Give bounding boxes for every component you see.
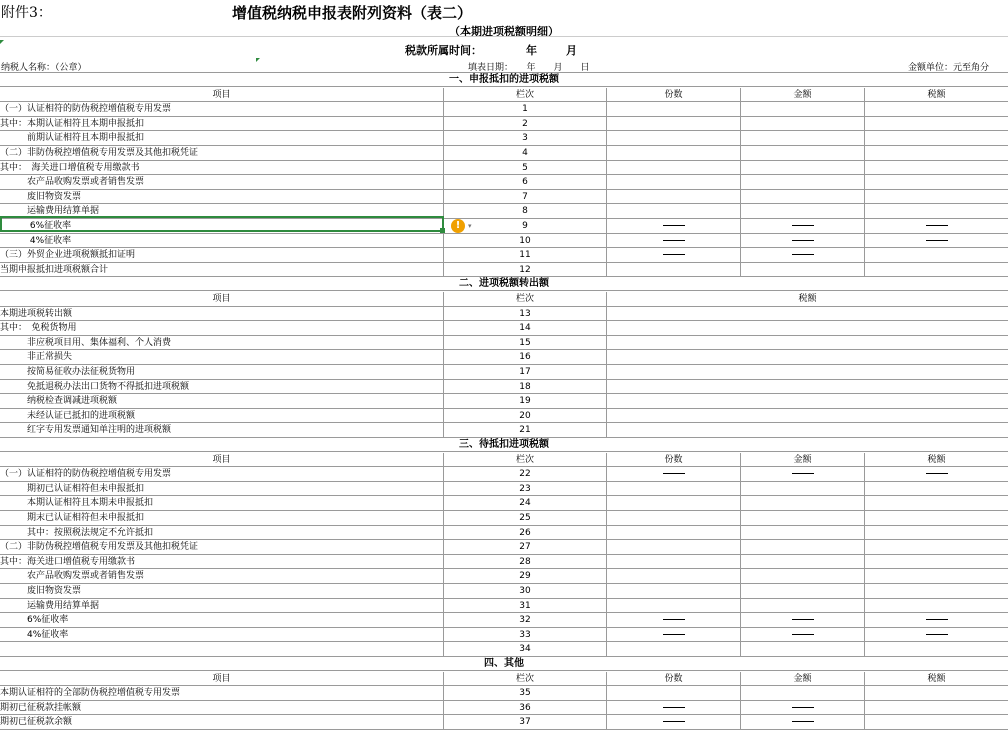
tax-cell[interactable] — [865, 496, 1008, 511]
table-row — [0, 307, 1008, 322]
column-header-row — [0, 672, 1008, 687]
column-header-tax: 税额 — [865, 453, 1008, 468]
tax-cell[interactable] — [865, 234, 1008, 249]
count-cell[interactable] — [607, 248, 741, 263]
row-line-number[interactable]: 35 — [444, 686, 607, 701]
table-row — [0, 263, 1008, 278]
tax-cell[interactable] — [865, 161, 1008, 176]
column-header-line: 栏次 — [444, 672, 607, 687]
amount-cell[interactable] — [741, 496, 865, 511]
row-item-label[interactable]: 按简易征收办法征税货物用 — [0, 365, 444, 380]
table-row — [0, 496, 1008, 511]
row-line-number[interactable]: 31 — [444, 599, 607, 614]
table-row — [0, 642, 1008, 657]
tax-cell[interactable] — [865, 526, 1008, 541]
row-item-label[interactable]: 非应税项目用、集体福利、个人消费 — [0, 336, 444, 351]
row-line-number[interactable]: 18 — [444, 380, 607, 395]
row-item-label[interactable]: 免抵退税办法出口货物不得抵扣进项税额 — [0, 380, 444, 395]
count-cell[interactable] — [607, 569, 741, 584]
column-header-count: 份数 — [607, 453, 741, 468]
table-row — [0, 131, 1008, 146]
row-item-label[interactable]: 农产品收购发票或者销售发票 — [0, 569, 444, 584]
comment-marker — [256, 58, 260, 62]
row-line-number[interactable]: 14 — [444, 321, 607, 336]
tax-cell[interactable] — [865, 569, 1008, 584]
warning-icon[interactable]: ! — [451, 219, 465, 233]
table-row — [0, 321, 1008, 336]
tax-cell[interactable] — [865, 613, 1008, 628]
amount-cell[interactable] — [741, 599, 865, 614]
column-header-line: 栏次 — [444, 292, 607, 307]
amount-cell[interactable] — [741, 540, 865, 555]
column-header-count: 份数 — [607, 672, 741, 687]
table-row — [0, 715, 1008, 730]
tax-cell[interactable] — [865, 204, 1008, 219]
row-line-number[interactable]: 29 — [444, 569, 607, 584]
row-line-number[interactable]: 2 — [444, 117, 607, 132]
row-item-label[interactable]: 6%征收率 — [0, 613, 444, 628]
count-cell[interactable] — [607, 628, 741, 643]
table-row — [0, 336, 1008, 351]
row-line-number[interactable]: 34 — [444, 642, 607, 657]
row-line-number[interactable]: 6 — [444, 175, 607, 190]
tax-cell[interactable] — [865, 540, 1008, 555]
amount-cell[interactable] — [741, 613, 865, 628]
row-line-number[interactable]: 22 — [444, 467, 607, 482]
row-item-label[interactable]: 其中：按照税法规定不允许抵扣 — [0, 526, 444, 541]
tax-cell[interactable] — [607, 365, 1008, 380]
count-cell[interactable] — [607, 584, 741, 599]
row-line-number[interactable]: 20 — [444, 409, 607, 424]
taxpayer-name: 纳税人名称：（公章） — [1, 63, 87, 73]
count-cell[interactable] — [607, 482, 741, 497]
tax-cell[interactable] — [607, 307, 1008, 322]
section-title: 三、待抵扣进项税额 — [0, 438, 1008, 452]
table-row — [0, 365, 1008, 380]
row-line-number[interactable]: 25 — [444, 511, 607, 526]
amount-cell[interactable] — [741, 190, 865, 205]
period-label: 税款所属时间： — [405, 44, 482, 57]
amount-cell[interactable] — [741, 584, 865, 599]
row-item-label[interactable]: 未经认证已抵扣的进项税额 — [0, 409, 444, 424]
tax-cell[interactable] — [865, 715, 1008, 730]
tax-cell[interactable] — [865, 131, 1008, 146]
row-line-number[interactable]: 36 — [444, 701, 607, 716]
table-row — [0, 686, 1008, 701]
tax-cell[interactable] — [607, 409, 1008, 424]
count-cell[interactable] — [607, 161, 741, 176]
column-header-row — [0, 453, 1008, 468]
row-line-number[interactable]: 7 — [444, 190, 607, 205]
row-item-label[interactable]: 其中： 海关进口增值税专用缴款书 — [0, 161, 444, 176]
table-row — [0, 628, 1008, 643]
amount-cell[interactable] — [741, 569, 865, 584]
count-cell[interactable] — [607, 686, 741, 701]
count-cell[interactable] — [607, 540, 741, 555]
row-line-number[interactable]: 8 — [444, 204, 607, 219]
table-row — [0, 482, 1008, 497]
table-row — [0, 511, 1008, 526]
count-cell[interactable] — [607, 526, 741, 541]
table-row — [0, 555, 1008, 570]
section-title: 二、进项税额转出额 — [0, 277, 1008, 291]
count-cell[interactable] — [607, 599, 741, 614]
table-row — [0, 175, 1008, 190]
table-row — [0, 394, 1008, 409]
table-row — [0, 146, 1008, 161]
row-item-label[interactable]: 前期认证相符且本期申报抵扣 — [0, 131, 444, 146]
table-row — [0, 234, 1008, 249]
tax-cell[interactable] — [607, 336, 1008, 351]
form-subtitle: （本期进项税额明细） — [449, 25, 559, 38]
table-row — [0, 540, 1008, 555]
amount-cell[interactable] — [741, 686, 865, 701]
table-row — [0, 467, 1008, 482]
amount-cell[interactable] — [741, 131, 865, 146]
tax-cell[interactable] — [607, 423, 1008, 438]
tax-cell[interactable] — [865, 467, 1008, 482]
column-header-item: 项目 — [0, 453, 444, 468]
table-row — [0, 701, 1008, 716]
column-header-tax: 税额 — [607, 292, 1008, 307]
row-line-number[interactable]: 13 — [444, 307, 607, 322]
amount-cell[interactable] — [741, 248, 865, 263]
row-item-label[interactable]: 农产品收购发票或者销售发票 — [0, 175, 444, 190]
row-item-label[interactable]: 期初已认证相符但未申报抵扣 — [0, 482, 444, 497]
count-cell[interactable] — [607, 190, 741, 205]
row-item-label[interactable]: 本期进项税转出额 — [0, 307, 444, 322]
table-row — [0, 350, 1008, 365]
table-row — [0, 190, 1008, 205]
row-item-label[interactable]: 废旧物资发票 — [0, 190, 444, 205]
count-cell[interactable] — [607, 715, 741, 730]
column-header-row — [0, 292, 1008, 307]
row-item-label[interactable]: 本期认证相符的全部防伪税控增值税专用发票 — [0, 686, 444, 701]
tax-cell[interactable] — [865, 555, 1008, 570]
fill-date: 填表日期： 年 月 日 — [468, 63, 590, 73]
row-line-number[interactable]: 28 — [444, 555, 607, 570]
tax-cell[interactable] — [865, 146, 1008, 161]
row-line-number[interactable]: 3 — [444, 131, 607, 146]
count-cell[interactable] — [607, 467, 741, 482]
row-item-label[interactable]: （二）非防伪税控增值税专用发票及其他扣税凭证 — [0, 146, 444, 161]
amount-cell[interactable] — [741, 526, 865, 541]
table-row — [0, 599, 1008, 614]
row-line-number[interactable]: 4 — [444, 146, 607, 161]
tax-cell[interactable] — [865, 482, 1008, 497]
table-row — [0, 423, 1008, 438]
tax-cell[interactable] — [865, 175, 1008, 190]
row-item-label[interactable]: 期初已征税款余额 — [0, 715, 444, 730]
table-row — [0, 380, 1008, 395]
amount-cell[interactable] — [741, 701, 865, 716]
row-line-number[interactable]: 17 — [444, 365, 607, 380]
tax-cell[interactable] — [865, 701, 1008, 716]
amount-cell[interactable] — [741, 146, 865, 161]
tax-cell[interactable] — [865, 511, 1008, 526]
tax-cell[interactable] — [607, 321, 1008, 336]
row-line-number[interactable]: 37 — [444, 715, 607, 730]
tax-cell[interactable] — [865, 102, 1008, 117]
tax-cell[interactable] — [865, 263, 1008, 278]
column-header-item: 项目 — [0, 88, 444, 103]
tax-cell[interactable] — [865, 642, 1008, 657]
count-cell[interactable] — [607, 613, 741, 628]
amount-cell[interactable] — [741, 642, 865, 657]
tax-cell[interactable] — [607, 380, 1008, 395]
row-line-number[interactable]: 24 — [444, 496, 607, 511]
column-header-item: 项目 — [0, 292, 444, 307]
row-line-number[interactable]: 10 — [444, 234, 607, 249]
comment-marker — [0, 40, 4, 44]
count-cell[interactable] — [607, 496, 741, 511]
count-cell[interactable] — [607, 146, 741, 161]
tax-cell[interactable] — [865, 219, 1008, 234]
period-year: 年 — [526, 44, 537, 57]
amount-cell[interactable] — [741, 511, 865, 526]
table-row — [0, 102, 1008, 117]
table-row — [0, 409, 1008, 424]
row-line-number[interactable]: 9 — [444, 219, 607, 234]
column-header-line: 栏次 — [444, 88, 607, 103]
amount-cell[interactable] — [741, 715, 865, 730]
amount-cell[interactable] — [741, 555, 865, 570]
tax-cell[interactable] — [865, 628, 1008, 643]
amount-cell[interactable] — [741, 482, 865, 497]
row-item-label[interactable]: 运输费用结算单据 — [0, 204, 444, 219]
active-cell-selection[interactable] — [0, 216, 444, 232]
column-header-row — [0, 88, 1008, 103]
row-item-label[interactable]: 其中： 免税货物用 — [0, 321, 444, 336]
amount-cell[interactable] — [741, 628, 865, 643]
row-item-label[interactable]: 当期申报抵扣进项税额合计 — [0, 263, 444, 278]
row-line-number[interactable]: 1 — [444, 102, 607, 117]
amount-cell[interactable] — [741, 263, 865, 278]
table-row — [0, 569, 1008, 584]
column-header-tax: 税额 — [865, 88, 1008, 103]
column-header-amount: 金额 — [741, 88, 865, 103]
table-row — [0, 613, 1008, 628]
row-item-label[interactable]: （一）认证相符的防伪税控增值税专用发票 — [0, 102, 444, 117]
amount-cell[interactable] — [741, 467, 865, 482]
count-cell[interactable] — [607, 204, 741, 219]
row-item-label[interactable]: 纳税检查调减进项税额 — [0, 394, 444, 409]
row-item-label[interactable]: 红字专用发票通知单注明的进项税额 — [0, 423, 444, 438]
form-title: 增值税纳税申报表附列资料（表二） — [232, 4, 473, 22]
row-line-number[interactable]: 11 — [444, 248, 607, 263]
row-line-number[interactable]: 5 — [444, 161, 607, 176]
column-header-amount: 金额 — [741, 453, 865, 468]
amount-cell[interactable] — [741, 175, 865, 190]
row-item-label[interactable] — [0, 642, 444, 657]
count-cell[interactable] — [607, 117, 741, 132]
row-line-number[interactable]: 15 — [444, 336, 607, 351]
tax-cell[interactable] — [865, 190, 1008, 205]
row-line-number[interactable]: 33 — [444, 628, 607, 643]
row-item-label[interactable]: 4%征收率 — [0, 234, 444, 249]
tax-cell[interactable] — [865, 599, 1008, 614]
row-item-label[interactable]: 期末已认证相符但未申报抵扣 — [0, 511, 444, 526]
count-cell[interactable] — [607, 701, 741, 716]
section-title: 四、其他 — [0, 657, 1008, 671]
amount-cell[interactable] — [741, 102, 865, 117]
row-item-label[interactable]: 废旧物资发票 — [0, 584, 444, 599]
row-item-label[interactable]: （三）外贸企业进项税额抵扣证明 — [0, 248, 444, 263]
row-line-number[interactable]: 16 — [444, 350, 607, 365]
amount-cell[interactable] — [741, 161, 865, 176]
row-line-number[interactable]: 27 — [444, 540, 607, 555]
row-item-label[interactable]: 6%征收率 — [0, 219, 444, 234]
row-item-label[interactable]: （二）非防伪税控增值税专用发票及其他扣税凭证 — [0, 540, 444, 555]
fill-handle[interactable] — [440, 228, 445, 233]
row-item-label[interactable]: 非正常损失 — [0, 350, 444, 365]
table-row — [0, 248, 1008, 263]
row-item-label[interactable]: 4%征收率 — [0, 628, 444, 643]
row-item-label[interactable]: 本期认证相符且本期未申报抵扣 — [0, 496, 444, 511]
row-item-label[interactable]: 运输费用结算单据 — [0, 599, 444, 614]
table-row — [0, 584, 1008, 599]
count-cell[interactable] — [607, 642, 741, 657]
count-cell[interactable] — [607, 219, 741, 234]
column-header-amount: 金额 — [741, 672, 865, 687]
tax-cell[interactable] — [865, 117, 1008, 132]
row-line-number[interactable]: 26 — [444, 526, 607, 541]
chevron-down-icon[interactable]: ▾ — [468, 222, 472, 230]
row-item-label[interactable]: 其中：本期认证相符且本期申报抵扣 — [0, 117, 444, 132]
table-row — [0, 526, 1008, 541]
column-header-line: 栏次 — [444, 453, 607, 468]
row-line-number[interactable]: 19 — [444, 394, 607, 409]
amount-cell[interactable] — [741, 204, 865, 219]
column-header-tax: 税额 — [865, 672, 1008, 687]
row-item-label[interactable]: 期初已征税款挂帐额 — [0, 701, 444, 716]
count-cell[interactable] — [607, 555, 741, 570]
tax-cell[interactable] — [607, 394, 1008, 409]
row-line-number[interactable]: 23 — [444, 482, 607, 497]
row-item-label[interactable]: （一）认证相符的防伪税控增值税专用发票 — [0, 467, 444, 482]
row-line-number[interactable]: 21 — [444, 423, 607, 438]
row-item-label[interactable]: 其中：海关进口增值税专用缴款书 — [0, 555, 444, 570]
tax-cell[interactable] — [865, 686, 1008, 701]
tax-cell[interactable] — [607, 350, 1008, 365]
column-header-count: 份数 — [607, 88, 741, 103]
amount-cell[interactable] — [741, 219, 865, 234]
section-title: 一、申报抵扣的进项税额 — [0, 73, 1008, 87]
column-header-item: 项目 — [0, 672, 444, 687]
count-cell[interactable] — [607, 511, 741, 526]
count-cell[interactable] — [607, 102, 741, 117]
amount-cell[interactable] — [741, 117, 865, 132]
table-row — [0, 161, 1008, 176]
attachment-label: 附件3： — [1, 5, 52, 21]
count-cell[interactable] — [607, 175, 741, 190]
row-line-number[interactable]: 32 — [444, 613, 607, 628]
tax-cell[interactable] — [865, 584, 1008, 599]
row-line-number[interactable]: 30 — [444, 584, 607, 599]
amount-unit: 金额单位：元至角分 — [908, 63, 990, 73]
count-cell[interactable] — [607, 234, 741, 249]
tax-cell[interactable] — [865, 248, 1008, 263]
amount-cell[interactable] — [741, 234, 865, 249]
count-cell[interactable] — [607, 131, 741, 146]
table-row — [0, 117, 1008, 132]
period-month: 月 — [566, 44, 577, 57]
row-line-number[interactable]: 12 — [444, 263, 607, 278]
count-cell[interactable] — [607, 263, 741, 278]
